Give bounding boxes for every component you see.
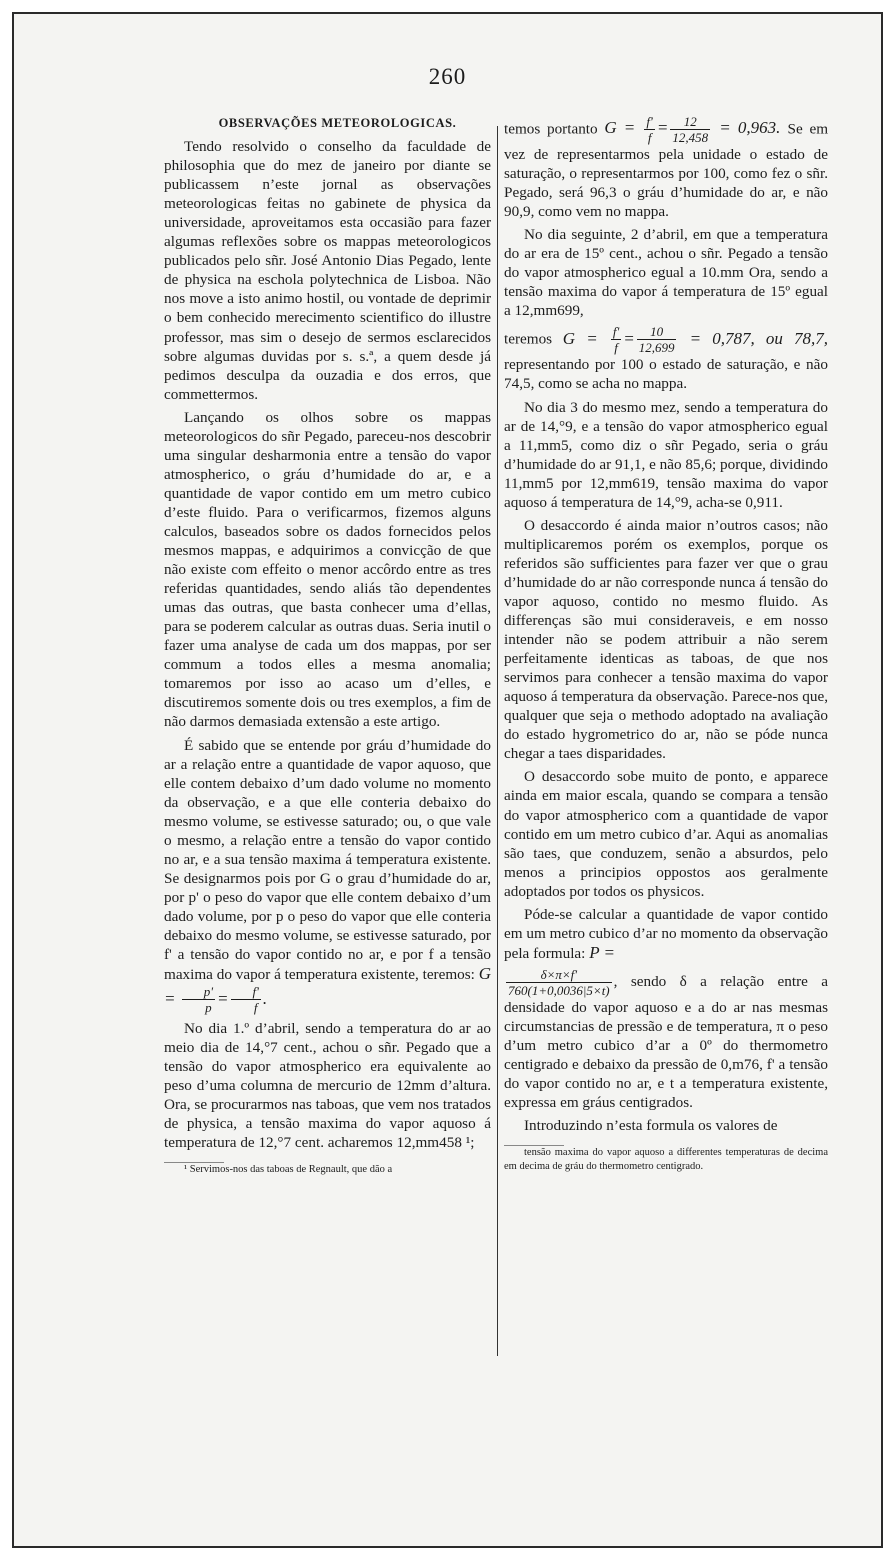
fraction-denominator: f	[647, 130, 652, 145]
fraction-f	[231, 984, 261, 1015]
fraction-denominator: 12,458	[672, 130, 709, 145]
fraction-denominator: 12,699	[638, 340, 675, 356]
fraction-f	[644, 114, 654, 145]
left-paragraph-4: No dia 1.º d’abril, sendo a temperatura do ar ao meio dia de 14,°7 cent., achou o sñr. Pegado que a tensão do vapor atmospherico era equivalente ao peso d’uma columna de mercurio de 12mm d’altura. Ora, se procurarmos nas taboas, que vem nos tratados de physica, a tensão maxima do vapor aquoso á temperatura de 12,°7 cent. acharemos 12,mm458 ¹;	[164, 1020, 491, 1152]
column-divider	[497, 126, 498, 1356]
right-column	[504, 114, 828, 1178]
fraction-denominator: f	[614, 340, 618, 356]
vapor-formula	[504, 967, 828, 1112]
right-paragraph-1-lead: temos portanto	[504, 120, 598, 138]
fraction-numerator: f'	[646, 114, 653, 129]
fraction-values	[637, 324, 677, 355]
right-paragraph-6-text: Póde-se calcular a quantidade de vapor contido em um metro cubico d’ar no momento da observação pela formula:	[504, 905, 828, 962]
left-paragraph-2: Lançando os olhos sobre os mappas meteorologicos do sñr Pegado, pareceu-nos descobrir uma singular desharmonia entre a tensão do vapor atmospherico, o gráu d’humidade do ar, e a quantidade de vapor contido em um metro cubico d’este fluido. Para o verificarmos, fizemos alguns calculos, baseados sobre os dados fornecidos pelos mesmos mappas, e adquirimos a convicção de que não existe com effeito o menor accôrdo entre as tres referidas quantidades, sendo aliás tão dependentes umas das outras, que basta conhecer uma d’ellas, para se poderem calcular as outras duas. Seria inutil o fazer uma analyse de cada um dos mappas, por ser commum a todos elles a mesma anomalia; tomaremos por isso ao acaso um d’elles, e discutiremos somente dois ou tres exemplos, a fim de não darmos demasiada extensão a este artigo.	[164, 408, 491, 731]
fraction-numerator: 12	[670, 114, 710, 130]
right-paragraph-2-text: No dia seguinte, 2 d’abril, em que a temperatura do ar era de 15º cent., achou o sñr. Pegado a tensão do vapor atmospherico egual a 10.mm Ora, sendo a tensão maxima do vapor á temperatura de 15º egual a 12,mm699,	[504, 226, 828, 320]
equation-result: = 0,787, ou 78,7,	[689, 328, 829, 348]
right-paragraph-4: O desaccordo é ainda maior n’outros casos; não multiplicaremos porém os exemplos, porque os referidos são sufficientes para fazer ver que o grau d’humidade do ar não corresponde nunca á tensão do vapor aquoso, contido no mesmo fluido. As differenças são mui consideraveis, e em nosso intender não se podem attribuir a não serem perfeitamente identicas as taboas, de que nos servimos para conhecer a tensão maxima do vapor aquoso á temperatura da observação. Parece-nos que, qualquer que seja o methodo adoptado na avaliação do estado hygrometrico do ar, não se póde nunca chegar a taes disparidades.	[504, 516, 828, 763]
left-paragraph-3	[164, 736, 491, 1016]
fraction-numerator: f'	[612, 324, 620, 340]
right-paragraph-3: No dia 3 do mesmo mez, sendo a temperatura do ar de 14,°9, e a tensão do vapor atmospherico egual a 11,mm5, como diz o sñr Pegado, seria o gráu d’humidade do ar 91,1, e não 85,6; porque, dividindo 11,mm5 por 12,mm619, tensão maxima do vapor aquoso á temperatura de 14,°9, acha-se 0,911.	[504, 398, 828, 511]
right-paragraph-6-tail: , sendo δ a relação entre a densidade do vapor aquoso e a do ar nas mesmas circumstancias de pressão e de temperatura, π o peso d’um metro cubico d’ar a 0º do thermometro centigrado e debaixo da pressão de 0,m76, f' a tensão do vapor contido no ar, e t a temperatura existente, expressa em gráus centigrados.	[504, 972, 828, 1112]
fraction-values	[670, 114, 710, 145]
right-paragraph-6	[504, 905, 828, 963]
humidity-equation: G = $\frac{p'}{p}$ = $\frac{f'}{f}$ .	[164, 964, 491, 1016]
fraction-denominator: f	[253, 1000, 258, 1016]
fraction-denominator: p	[205, 1000, 212, 1016]
fraction-numerator: f'	[231, 984, 261, 1000]
left-column	[164, 114, 491, 1181]
right-paragraph-2-equation	[504, 324, 828, 393]
article-heading: OBSERVAÇÕES METEOROLOGICAS.	[218, 116, 457, 130]
equation-result: = 0,963.	[719, 118, 781, 138]
page-sheet	[12, 12, 883, 1548]
page-number: 260	[428, 64, 467, 89]
fraction-denominator: 760(1+0,0036|5×t)	[508, 982, 610, 998]
vapor-formula-fraction	[506, 967, 612, 998]
equation-day-2: G = $\frac{f'}{f}$ = $\frac{10}{12,699}$ = 0,787, ou 78,7,	[562, 324, 829, 356]
fraction-numerator: p'	[182, 984, 215, 1000]
right-paragraph-1	[504, 114, 828, 221]
left-paragraph-1: Tendo resolvido o conselho da faculdade de philosophia que do mez de janeiro por diante se publicassem n’este jornal as observações meteorologicas feitas no gabinete de physica da universidade, aproveitamos esta occasião para fazer algumas reflexões sobre os mappas meteorologicos publicados pelo sñr. José Antonio Dias Pegado, lente de physica na eschola polytechnica de Lisboa. Não nos move a isto animo hostil, ou vontade de deprimir o bem conhecido merecimento scientifico do illustre professor, mas sim o desejo de sermos esclarecidos sobre algumas duvidas por s. s.ª, a quem desde já pedimos desculpa da ouzadia e dos erros, que commettermos.	[164, 138, 491, 403]
right-paragraph-2-lead: teremos	[504, 330, 553, 348]
left-footnote: ¹ Servimos-nos das taboas de Regnault, que dão a	[184, 1164, 393, 1176]
fraction-p	[182, 984, 215, 1015]
fraction-numerator: 10	[637, 324, 677, 340]
fraction-numerator: δ×π×f'	[506, 967, 612, 983]
right-paragraph-7: Introduzindo n’esta formula os valores de	[524, 1117, 778, 1135]
equation-day-1: G = $\frac{f'}{f}$ = $\frac{12}{12,458}$ = 0,963.	[604, 114, 781, 145]
right-paragraph-5: O desaccordo sobe muito de ponto, e apparece ainda em maior escala, quando se compara a tensão do vapor atmospherico com a quantidade de vapor contido em um metro cubico d’ar. Aqui as anomalias são taes, que conduzem, senão a absurdos, pelo menos a principios oppostos aos geralmente adoptados por todos os physicos.	[504, 768, 828, 900]
right-footnote: tensão maxima do vapor aquoso a differentes temperaturas de decima em decima de gráu do thermometro centigrado.	[504, 1147, 828, 1173]
right-paragraph-2-tail: representando por 100 o estado de saturação, e não 74,5, como se acha no mappa.	[504, 356, 828, 393]
equation-lhs: G =	[164, 964, 491, 1008]
left-paragraph-3-text: É sabido que se entende por gráu d’humidade do ar a relação entre a quantidade de vapor aquoso, que elle contem debaixo d’um dado volume no momento da observação, e a que elle conteria debaixo do mesmo volume, se estivesse saturado; ou, o que vale o mesmo, a relação entre a tensão do vapor contido no ar, e a sua tensão maxima á temperatura existente. Se designarmos pois por G o grau d’humidade do ar, por p' o peso do vapor que elle contem debaixo d’um dado volume, por p o peso do vapor que elle conteria debaixo do mesmo volume, se estivesse saturado, por f' a tensão do vapor contido no ar, e por f a tensão maxima do vapor á temperatura existente, teremos:	[164, 736, 491, 984]
right-paragraph-2	[504, 225, 828, 320]
fraction-f	[611, 324, 621, 355]
vapor-formula-lhs: P =	[589, 942, 615, 962]
right-paragraph-1-text: Se em vez de representarmos pela unidade o estado de saturação, o representarmos por 100, como fez o sñr. Pegado, será 96,3 o gráu d’humidade do ar, e não 90,9, como vem no mappa.	[504, 120, 829, 221]
equation-lhs: G =	[562, 328, 598, 348]
equation-lhs: G =	[604, 118, 636, 138]
